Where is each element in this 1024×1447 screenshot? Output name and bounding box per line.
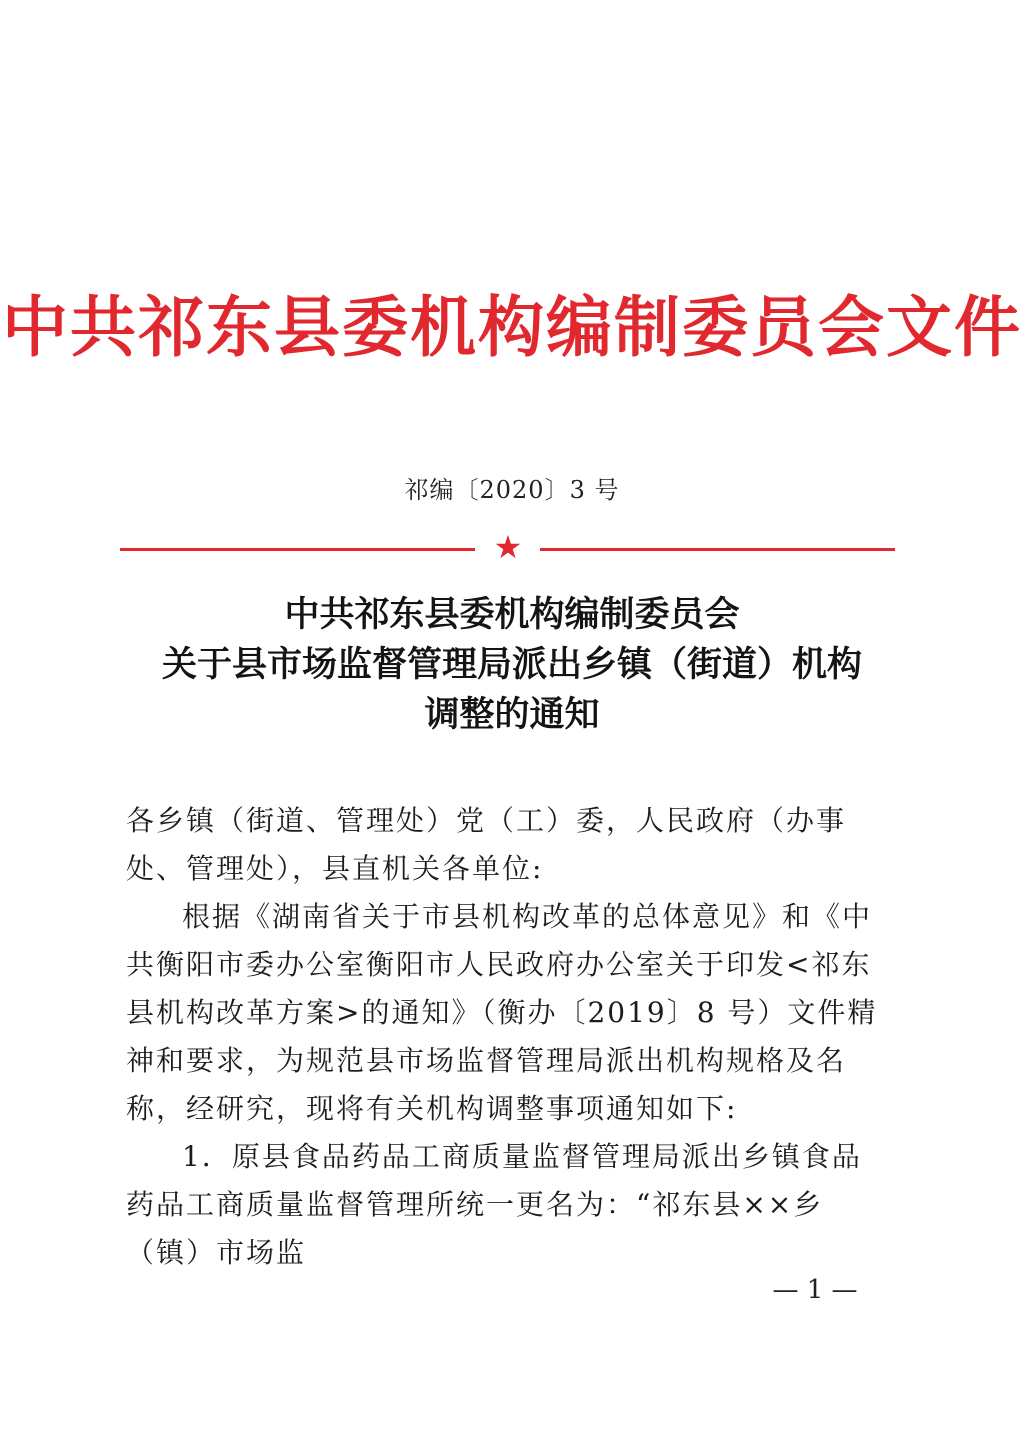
masthead-title: 中共祁东县委机构编制委员会文件 [2,289,1022,366]
item-1: 1．原县食品药品工商质量监督管理局派出乡镇食品药品工商质量监督管理所统一更名为：“祁东县××乡（镇）市场监 [126,1140,862,1269]
title-line-2: 关于县市场监督管理局派出乡镇（街道）机构 [161,645,862,685]
title-line-1: 中共祁东县委机构编制委员会 [284,595,740,635]
star-icon: ★ [493,528,523,566]
divider-line-left [120,548,475,551]
paragraph-basis: 根据《湖南省关于市县机构改革的总体意见》和《中共衡阳市委办公室衡阳市人民政府办公室关于印发<祁东县机构改革方案>的通知》（衡办〔2019〕8 号）文件精神和要求，为规范县市场监督管理局派出机构规格及名称，经研究，现将有关机构调整事项通知如下: [126,900,878,1125]
divider-line-right [540,548,895,551]
title-line-3: 调整的通知 [424,695,600,735]
salutation: 各乡镇（街道、管理处）党（工）委，人民政府（办事处、管理处），县直机关各单位: [126,804,847,885]
page-number: — 1 — [772,1275,858,1305]
document-body [126,797,886,1277]
notice-title [0,590,1024,740]
red-divider [120,528,895,566]
document-number: 祁编〔2020〕3 号 [404,476,620,504]
